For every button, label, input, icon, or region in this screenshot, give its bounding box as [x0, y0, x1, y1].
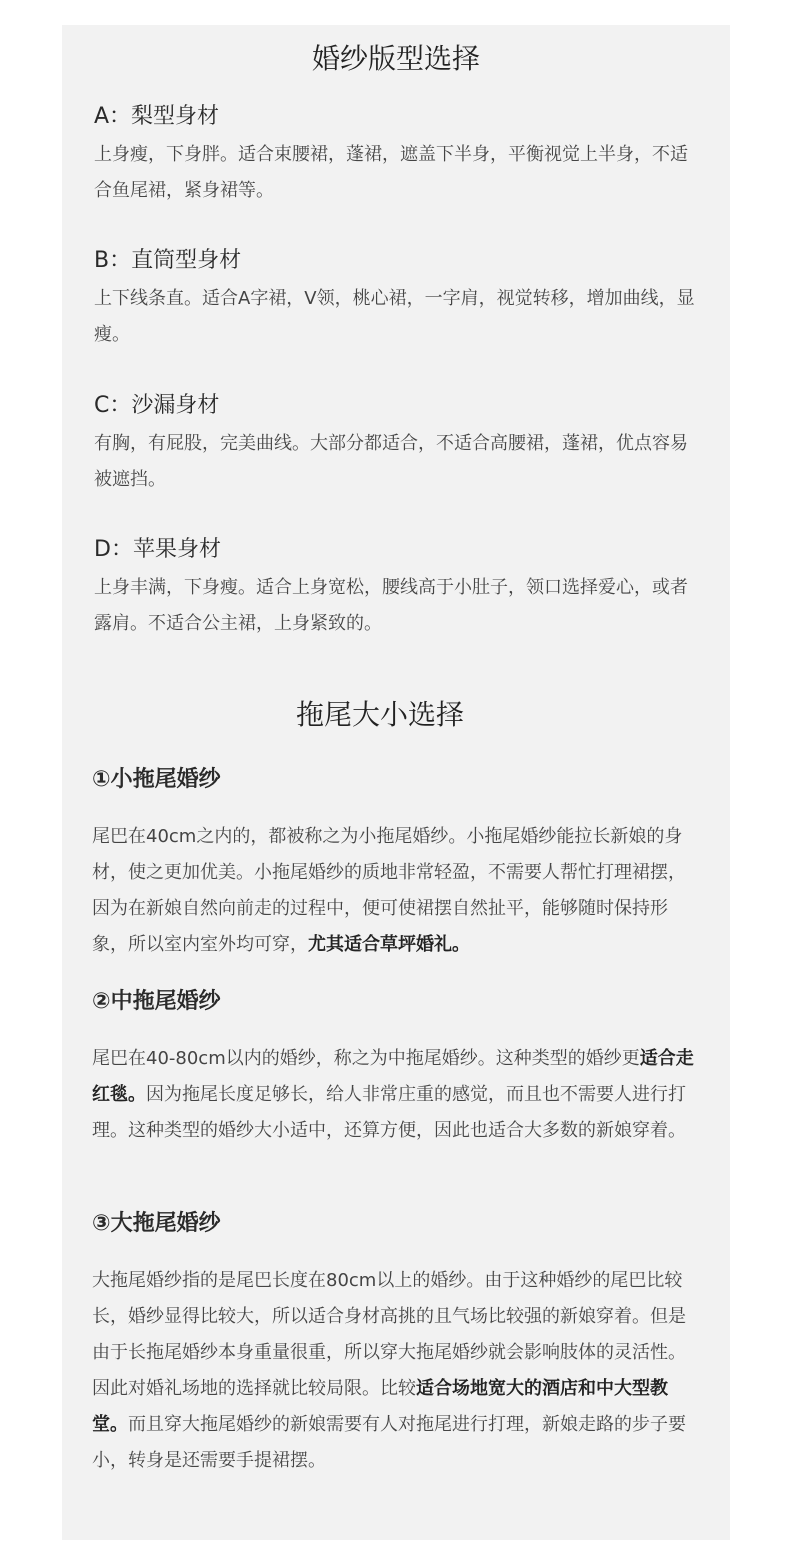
train-item-body: [92, 819, 698, 963]
train-body-highlight: 适合走红毯。: [92, 1048, 694, 1105]
shape-item-title: C：沙漏身材: [94, 393, 220, 418]
train-item-body: [92, 1041, 698, 1149]
train-item-small: [92, 763, 698, 963]
train-body-highlight: 尤其适合草坪婚礼。: [308, 934, 470, 955]
train-item-body: [92, 1263, 698, 1479]
shape-section-heading: 婚纱版型选择: [311, 42, 480, 75]
train-body-text: 尾巴在40-80cm以内的婚纱，称之为中拖尾婚纱。这种类型的婚纱更: [92, 1048, 640, 1069]
content-panel: [62, 25, 730, 1540]
train-item-title: ②中拖尾婚纱: [92, 989, 221, 1014]
shape-item-d: [94, 534, 698, 642]
shape-item-b: [94, 245, 698, 353]
train-body-highlight: 适合场地宽大的酒店和中大型教堂。: [92, 1378, 668, 1435]
shape-item-body: 上身瘦，下身胖。适合束腰裙，蓬裙，遮盖下半身，平衡视觉上半身，不适合鱼尾裙，紧身裙等。: [94, 144, 688, 201]
shape-item-title: D：苹果身材: [94, 537, 221, 562]
shape-item-a: [94, 101, 698, 209]
shape-item-body: 上下线条直。适合A字裙，V领，桃心裙，一字肩，视觉转移，增加曲线，显瘦。: [94, 288, 695, 345]
train-body-text: 大拖尾婚纱指的是尾巴长度在80cm以上的婚纱。由于这种婚纱的尾巴比较长，婚纱显得比较大，所以适合身材高挑的且气场比较强的新娘穿着。但是由于长拖尾婚纱本身重量很重，所以穿大拖尾婚纱就会影响肢体的灵活性。因此对婚礼场地的选择就比较局限。比较: [92, 1270, 686, 1399]
train-body-text: 尾巴在40cm之内的，都被称之为小拖尾婚纱。小拖尾婚纱能拉长新娘的身材，使之更加优美。小拖尾婚纱的质地非常轻盈，不需要人帮忙打理裙摆，因为在新娘自然向前走的过程中，便可使裙摆自然扯平，能够随时保持形象，所以室内室外均可穿，: [92, 826, 686, 955]
shape-item-body: 上身丰满，下身瘦。适合上身宽松，腰线高于小肚子，领口选择爱心，或者露肩。不适合公主裙，上身紧致的。: [94, 577, 688, 634]
train-item-medium: [92, 985, 698, 1149]
train-item-large: [92, 1207, 698, 1479]
shape-item-body: 有胸，有屁股，完美曲线。大部分都适合，不适合高腰裙，蓬裙，优点容易被遮挡。: [94, 433, 688, 490]
train-item-title: ①小拖尾婚纱: [92, 767, 221, 792]
train-body-text: 而且穿大拖尾婚纱的新娘需要有人对拖尾进行打理，新娘走路的步子要小，转身是还需要手提裙摆。: [92, 1414, 686, 1471]
train-body-text: 因为拖尾长度足够长，给人非常庄重的感觉，而且也不需要人进行打理。这种类型的婚纱大小适中，还算方便，因此也适合大多数的新娘穿着。: [92, 1084, 686, 1141]
train-item-title: ③大拖尾婚纱: [92, 1211, 221, 1236]
shape-item-c: [94, 390, 698, 498]
shape-item-title: B：直筒型身材: [94, 248, 242, 273]
train-section-heading: 拖尾大小选择: [295, 698, 464, 731]
shape-item-title: A：梨型身材: [94, 104, 220, 129]
